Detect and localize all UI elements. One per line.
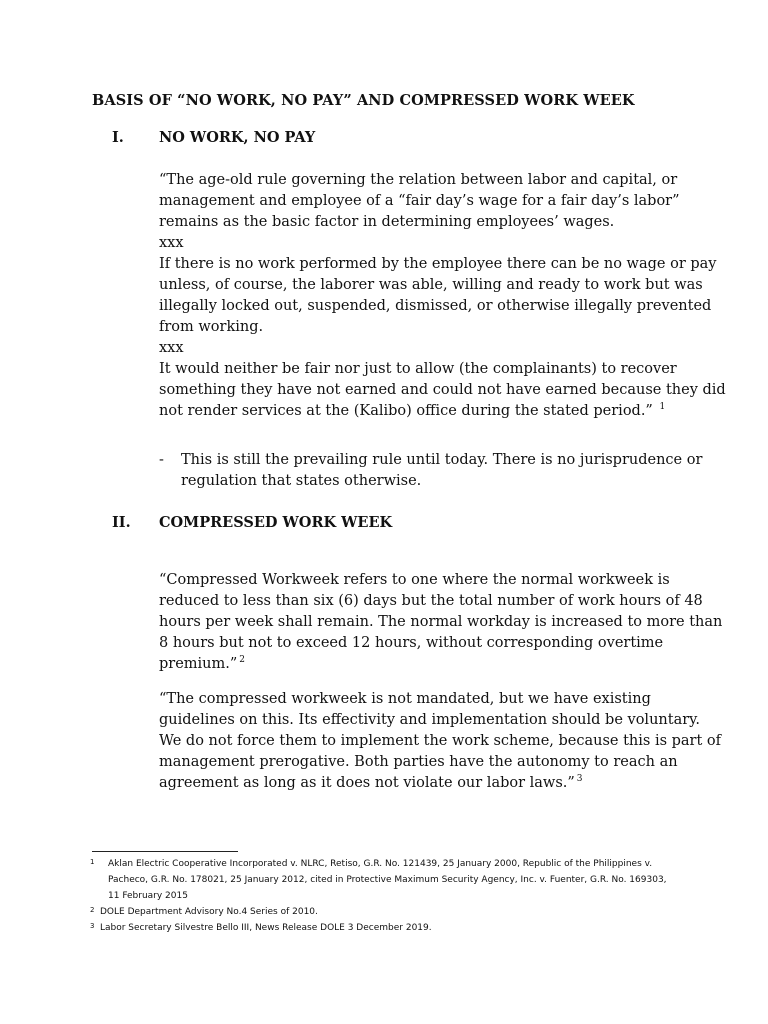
document-title: BASIS OF “NO WORK, NO PAY” AND COMPRESSED WORK WEEK xyxy=(92,92,635,109)
section-number: II. xyxy=(112,514,131,531)
quote-line: “Compressed Workweek refers to one where the normal workweek is xyxy=(159,572,670,588)
bullet-line: regulation that states otherwise. xyxy=(181,473,422,489)
quote-line: reduced to less than six (6) days but the total number of work hours of 48 xyxy=(159,593,703,609)
quote-line: premium.” xyxy=(159,656,238,672)
quote-line: not render services at the (Kalibo) office during the stated period.” xyxy=(159,403,653,419)
quote-line: hours per week shall remain. The normal workday is increased to more than xyxy=(159,614,723,630)
bullet-line: This is still the prevailing rule until today. There is no jurisprudence or xyxy=(181,452,703,468)
footnote-marker: 1 xyxy=(90,858,95,866)
footnote-3 xyxy=(90,920,710,936)
footnote-line: Pacheco, G.R. No. 178021, 25 January 2012, cited in Protective Maximum Security Agency, Inc. v. Fuenter, G.R. No. 169303, xyxy=(108,875,667,885)
section-heading-compressed-work-week xyxy=(112,514,392,531)
quote-compressed-workweek-guidelines xyxy=(159,689,722,794)
quote-line: unless, of course, the laborer was able, willing and ready to work but was xyxy=(159,277,703,293)
footnote-marker: 2 xyxy=(90,906,95,914)
footnote-line: DOLE Department Advisory No.4 Series of 2010. xyxy=(100,907,318,917)
footnote-line: Labor Secretary Silvestre Bello III, News Release DOLE 3 December 2019. xyxy=(100,923,432,933)
footnote-ref: 3 xyxy=(576,774,583,785)
section-number: I. xyxy=(112,129,124,146)
footnote-separator xyxy=(92,851,238,852)
quote-line: It would neither be fair nor just to allow (the complainants) to recover xyxy=(159,361,677,377)
section-title: COMPRESSED WORK WEEK xyxy=(159,514,393,531)
quote-line: xxx xyxy=(159,340,184,356)
quote-line: “The age-old rule governing the relation between labor and capital, or xyxy=(159,172,678,188)
footnote-1 xyxy=(90,856,710,904)
footnote-line: 11 February 2015 xyxy=(108,891,188,901)
quote-line: management and employee of a “fair day’s wage for a fair day’s labor” xyxy=(159,193,680,209)
footnote-ref: 2 xyxy=(239,655,246,666)
section-heading-no-work-no-pay xyxy=(112,129,315,146)
quote-line: We do not force them to implement the work scheme, because this is part of xyxy=(159,733,722,749)
bullet-dash: - xyxy=(159,452,164,468)
quote-line: guidelines on this. Its effectivity and implementation should be voluntary. xyxy=(159,712,701,728)
quote-line: illegally locked out, suspended, dismissed, or otherwise illegally prevented xyxy=(159,298,712,314)
quote-block-no-work-no-pay xyxy=(159,170,726,422)
quote-line: remains as the basic factor in determining employees’ wages. xyxy=(159,214,615,230)
footnote-2 xyxy=(90,904,710,920)
quote-line: If there is no work performed by the employee there can be no wage or pay xyxy=(159,256,717,272)
footnote-marker: 3 xyxy=(90,922,95,930)
section-title: NO WORK, NO PAY xyxy=(159,129,316,146)
quote-line: agreement as long as it does not violate our labor laws.” xyxy=(159,775,575,791)
quote-line: something they have not earned and could not have earned because they did xyxy=(159,382,726,398)
quote-line: “The compressed workweek is not mandated, but we have existing xyxy=(159,691,651,707)
quote-line: 8 hours but not to exceed 12 hours, without corresponding overtime xyxy=(159,635,664,651)
footnote-line: Aklan Electric Cooperative Incorporated v. NLRC, Retiso, G.R. No. 121439, 25 January 2000, Republic of the Philippines v. xyxy=(108,859,653,869)
footnote-ref: 1 xyxy=(659,402,666,413)
quote-compressed-workweek-definition xyxy=(159,570,723,675)
quote-line: management prerogative. Both parties have the autonomy to reach an xyxy=(159,754,678,770)
footnotes xyxy=(90,856,710,936)
quote-line: from working. xyxy=(159,319,264,335)
quote-line: xxx xyxy=(159,235,184,251)
